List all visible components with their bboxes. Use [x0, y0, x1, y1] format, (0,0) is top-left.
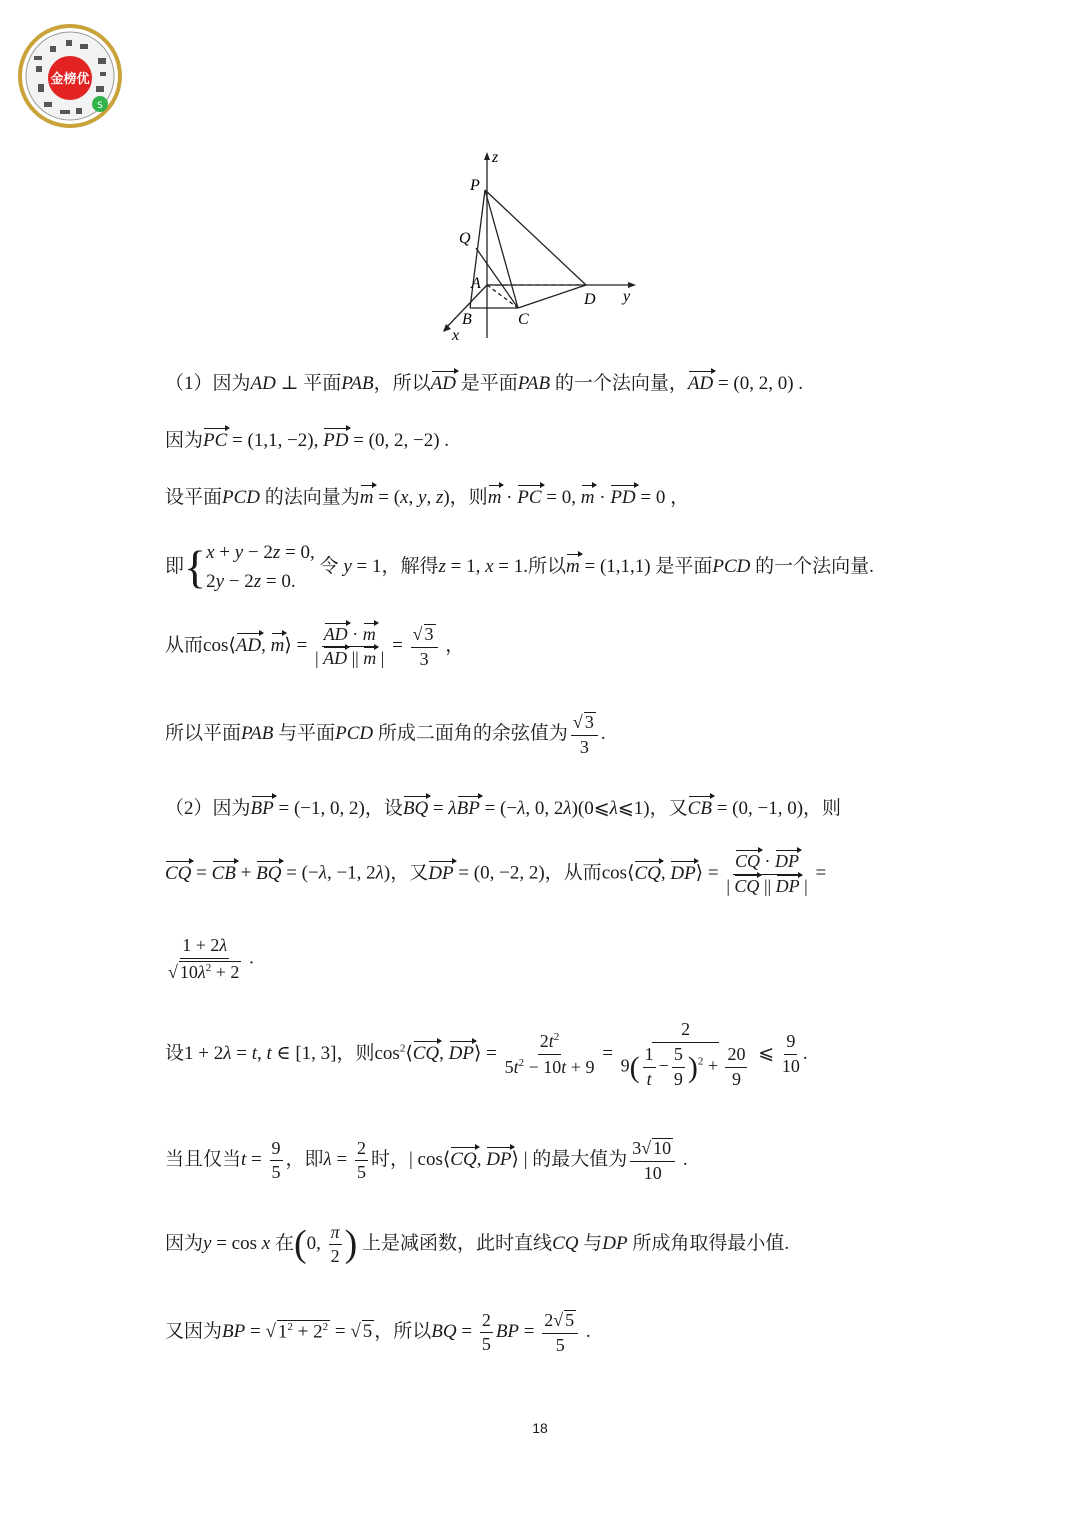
label-z: z	[492, 149, 499, 166]
label-A: A	[471, 275, 481, 292]
solution-line-9: 1 + 2λ √ $10\lambda^2 + 2$ .	[165, 936, 254, 983]
logo-brand-text: 金榜优	[50, 72, 90, 87]
solution-line-6: 所以平面PAB 与平面PCD 所成二面角的余弦值为 √ $\frac{3}{3}$ .	[165, 712, 606, 758]
solution-line-10: 设1 + 2λ = t, t ∈ [1, 3]，则$\cos^2⟨CQ$, DP⟩ = $\frac{2t^2}{5t^2 - 10t + 9}$ = 2 9( $\frac{1}{t}$ − $\frac{5}{9}$ )$^2$ + $\frac{20}{9}$ ⩽ $\frac{9}{10}$ .	[165, 1019, 808, 1089]
solution-line-12: 因为y = cos x 在(0, $\frac{\pi}{2}$ ) 上是减函数，此时直线CQ 与DP 所成角取得最小值.	[165, 1221, 790, 1267]
solution-line-4: 即{ x + y − 2z = 0, 2y − 2z = 0. 令 y = 1，解得z = 1, x = 1.所以m = (1,1,1) 是平面PCD 的一个法向量.	[165, 541, 874, 593]
jinbangyou-logo	[14, 22, 126, 130]
solution-line-11: 当且仅当t = $\frac{9}{5}$ ，即λ = $\frac{2}{5}$ 时，| cos⟨CQ, DP⟩ | 的最大值为 $\frac{3√ 10}{10}$ .	[165, 1138, 688, 1184]
solution-line-8: CQ = CB + BQ = (−λ, −1, 2λ)，又DP = (0, −2, 2)，从而cos⟨CQ, DP⟩ = $\frac{CQ \cdot DP}{| CQ || DP |}$ =	[165, 851, 827, 896]
solution-line-5: 从而cos⟨AD, m⟩ = $\frac{AD \cdot m}{| AD || m |}$ = √ $\frac{3}{3}$ ，	[165, 624, 464, 670]
label-y: y	[623, 288, 631, 305]
solution-line-13: 又因为BP = √ $1^2 + 2^2$ = √ 5 ，所以BQ = $\frac{2}{5}$ BP = $\frac{2√ 5}{5}$ .	[165, 1310, 591, 1356]
svg-text:S: S	[97, 101, 103, 111]
solution-line-1: （1）因为AD ⊥ 平面PAB，所以AD 是平面PAB 的一个法向量，AD = (0, 2, 0) .	[165, 373, 804, 394]
label-D: D	[584, 291, 596, 308]
solution-line-7: （2）因为BP = (−1, 0, 2)，设BQ = λBP = (−λ, 0, 2λ)(0⩽λ⩽1)，又CB = (0, −1, 0)，则	[165, 798, 842, 819]
label-P: P	[470, 177, 480, 194]
pyramid-coordinate-figure	[440, 148, 640, 344]
page-number: 18	[532, 1420, 548, 1436]
label-B: B	[462, 311, 472, 328]
label-C: C	[518, 311, 529, 328]
label-x: x	[452, 327, 460, 344]
label-Q: Q	[459, 230, 471, 247]
solution-line-2: 因为PC = (1,1, −2), PD = (0, 2, −2) .	[165, 430, 450, 451]
solution-line-3: 设平面PCD 的法向量为m = (x, y, z)，则m · PC = 0, m · PD = 0 ，	[165, 487, 690, 508]
